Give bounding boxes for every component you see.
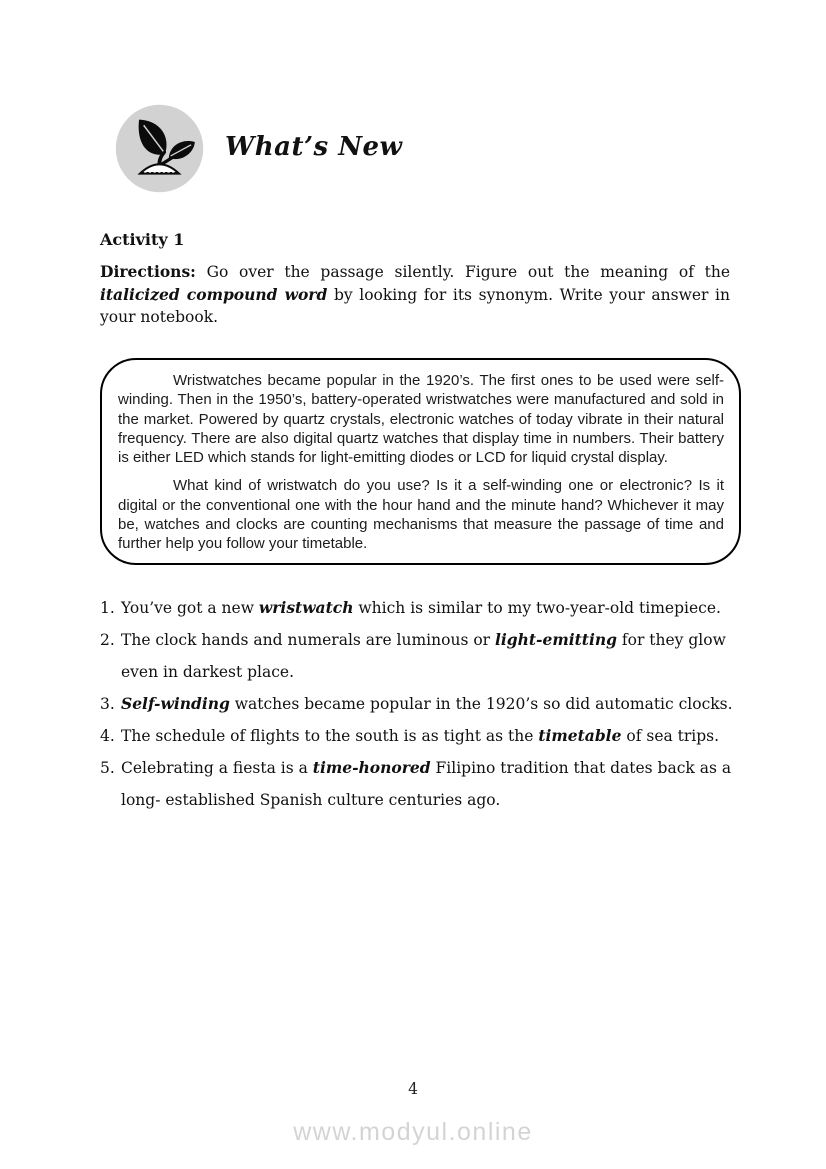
list-item-text [121,720,734,752]
plain-text: Go over the passage silently. Figure out the meaning of the [195,263,730,281]
plain-text: You’ve got a new [121,599,259,617]
watermark-text: www.modyul.online [293,1118,533,1146]
plain-text: The clock hands and numerals are luminous or [121,631,495,649]
question-list [100,592,734,816]
list-item-text [121,688,734,720]
page-title: What’s New [225,132,403,162]
emphasized-text: Directions: [100,262,196,281]
list-item-text [121,752,734,816]
sprout-seedling-icon [113,102,206,195]
list-item-text [121,624,734,688]
emphasized-text: timetable [538,726,622,745]
plain-text: for they glow even in darkest place. [121,631,726,681]
activity-heading: Activity 1 [100,230,185,249]
emphasized-text: italicized compound word [100,284,328,304]
list-item-number: 3. [100,695,115,713]
list-item [100,720,734,752]
emphasized-text: time-honored [312,758,431,777]
list-item [100,752,734,816]
emphasized-text: light-emitting [495,630,617,649]
list-item-number: 1. [100,599,115,617]
plain-text: The schedule of flights to the south is as tight as the [121,727,539,745]
emphasized-text: Self-winding [121,694,230,713]
page-number: 4 [408,1080,418,1098]
plain-text: which is similar to my two-year-old timepiece. [353,599,721,617]
emphasized-text: wristwatch [258,598,354,617]
plain-text: watches became popular in the 1920’s so did automatic clocks. [229,695,733,713]
list-item [100,624,734,688]
directions-text [100,261,730,329]
plain-text: Celebrating a fiesta is a [121,759,313,777]
plain-text: Filipino tradition that dates back as a long- established Spanish culture centuries ago. [121,759,732,809]
passage-box [100,358,741,565]
list-item-number: 5. [100,759,115,777]
list-item-number: 4. [100,727,115,745]
passage-paragraph-1: Wristwatches became popular in the 1920’s. The first ones to be used were self-winding. Then in the 1950’s, battery-operated wristwatches were manufactured and sold in the market. Powered by quartz crystals, electronic watches of today vibrate in their natural frequency. There are also digital quartz watches that display time in numbers. Their battery is either LED which stands for light-emitting diodes or LCD for liquid crystal display. [118,372,724,467]
list-item-text [121,592,734,624]
passage-paragraph-2: What kind of wristwatch do you use? Is it a self-winding one or electronic? Is it digital or the conventional one with the hour hand and the minute hand? Whichever it may be, watches and clocks are counting mechanisms that measure the passage of time and further help you follow your timetable. [118,477,724,553]
plain-text: of sea trips. [621,727,720,745]
list-item [100,592,734,624]
plain-text: by looking for its synonym. Write your answer in your notebook. [100,285,730,326]
list-item [100,688,734,720]
list-item-number: 2. [100,631,115,649]
